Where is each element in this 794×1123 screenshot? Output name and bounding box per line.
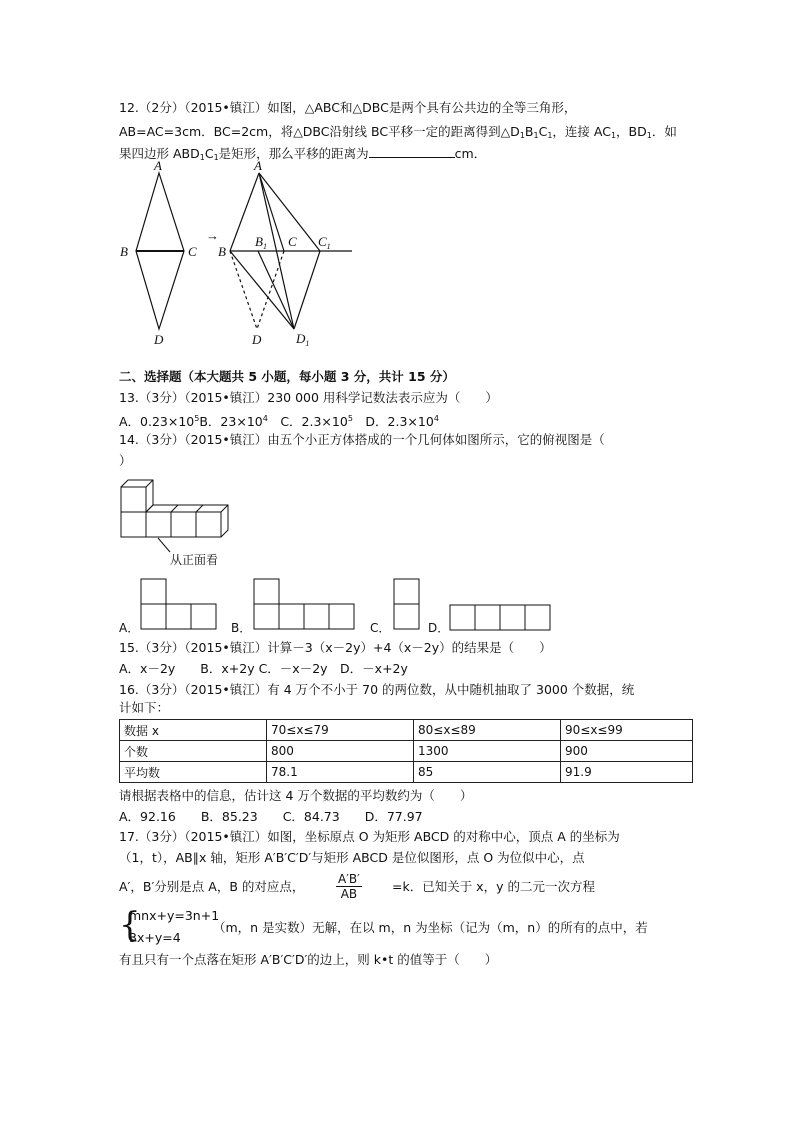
q14-solid-figure	[118, 476, 238, 568]
table-row	[120, 741, 693, 762]
label-b-left: B	[120, 244, 128, 259]
label-c-left: C	[188, 244, 197, 259]
equation-1: mnx+y=3n+1	[129, 908, 220, 923]
label-c: C	[288, 234, 297, 249]
q16-options: A．92.16 B．85.23 C．84.73 D．77.97	[119, 809, 423, 824]
q16-table	[119, 719, 693, 783]
arrow-icon: →	[206, 228, 219, 243]
table-cell: 个数	[120, 741, 267, 762]
q12-line3: 果四边形 $ABD_1C_1$是矩形，那么平移的距离为 cm．	[119, 146, 487, 162]
table-cell: 800	[267, 741, 414, 762]
label-a-left: A	[154, 158, 162, 173]
q16-stem-1: 16.（3分）（2015•镇江）有 4 万个不小于 70 的两位数，从中随机抽取了 3000 个数据，统	[119, 682, 635, 697]
segment-bd1	[230, 251, 294, 329]
section-title: 二、选择题（本大题共 5 小题，每小题 3 分，共计 15 分）	[119, 369, 455, 384]
q13-stem: 13.（3分）（2015•镇江）230 000 用科学记数法表示应为（ ）	[119, 390, 498, 405]
table-row	[120, 762, 693, 783]
q17-line3b: =k．已知关于 x，y 的二元一次方程	[392, 879, 595, 894]
table-cell: 85	[414, 762, 561, 783]
table-cell: 91.9	[561, 762, 693, 783]
label-d-left: D	[154, 332, 164, 347]
q14-option-c-label[interactable]: C．	[370, 621, 391, 635]
q17-line1: 17.（3分）（2015•镇江）如图，坐标原点 O 为矩形 ABCD 的对称中心，顶点 A 的坐标为	[119, 829, 620, 844]
fraction	[336, 872, 362, 901]
q14-option-a-label[interactable]: A．	[119, 621, 140, 635]
q17-line2: （1，t），AB∥x 轴，矩形 A′B′C′D′与矩形 ABCD 是位似图形，点 O 为位似中心，点	[119, 850, 585, 865]
q14-option-d[interactable]	[449, 604, 553, 632]
q16-after: 请根据表格中的信息，估计这 4 万个数据的平均数约为（ ）	[119, 788, 473, 803]
table-cell: 90≤x≤99	[561, 720, 693, 741]
view-label: 从正面看	[170, 553, 219, 567]
table-header-row	[120, 720, 693, 741]
q16-stem-2: 计如下：	[119, 700, 170, 715]
q14-option-a[interactable]	[140, 578, 220, 632]
q12-line2: AB=AC=3cm．BC=2cm，将△DBC沿射线 BC平移一定的距离得到$\triangle D_1B_1C_1$，连接 $AC_1$，$BD_1$．如	[119, 124, 677, 140]
q17-line4: （m，n 是实数）无解，在以 m，n 为坐标（记为（m，n）的所有的点中，若	[213, 920, 648, 935]
q12-line1: 12.（2分）（2015•镇江）如图，△ABC和△DBC是两个具有公共边的全等三角形，	[119, 100, 577, 115]
dashed-bd	[230, 251, 257, 329]
answer-blank[interactable]	[369, 145, 455, 158]
table-cell: 1300	[414, 741, 561, 762]
label-d: D	[252, 332, 262, 347]
q17-line3a: A′，B′分别是点 A，B 的对应点，	[119, 879, 305, 894]
q14-option-d-label[interactable]: D．	[428, 621, 450, 635]
table-cell: 78.1	[267, 762, 414, 783]
brace-icon: {	[119, 905, 141, 945]
fraction-numerator: A′B′	[338, 872, 360, 886]
table-cell: 80≤x≤89	[414, 720, 561, 741]
label-c1: $C_1$	[318, 234, 331, 251]
segment-c1d1	[294, 251, 320, 329]
table-cell: 70≤x≤79	[267, 720, 414, 741]
q12-figure	[112, 156, 362, 348]
fraction-denominator: AB	[340, 887, 358, 901]
label-d1: $D_1$	[296, 331, 310, 348]
q13-options: A．$0.23\times 10^5B$．$23\times 10^4$ C．$2.3\times 10^5$ D．$2.3\times 10^4$	[119, 414, 439, 429]
q15-stem: 15.（3分）（2015•镇江）计算－3（x－2y）+4（x－2y）的结果是（ ）	[119, 640, 552, 655]
q14-option-b-label[interactable]: B．	[231, 621, 252, 635]
q14-option-c[interactable]	[393, 578, 423, 632]
dashed-cd	[257, 251, 284, 329]
equation-2: 3x+y=4	[129, 930, 181, 945]
q15-options: A．x－2y B．x+2y C．－x－2y D．－x+2y	[119, 661, 408, 676]
label-a-right: A	[254, 158, 262, 173]
table-cell: 平均数	[120, 762, 267, 783]
q14-stem: 14.（3分）（2015•镇江）由五个小正方体搭成的一个几何体如图所示，它的俯视图是（	[119, 432, 605, 447]
label-b-right: B	[218, 244, 226, 259]
q17-line5: 有且只有一个点落在矩形 A′B′C′D′的边上，则 k•t 的值等于（ ）	[119, 952, 498, 967]
segment-b1d1	[258, 251, 294, 329]
q14-option-b[interactable]	[253, 578, 357, 632]
label-b1: $B_1$	[255, 234, 267, 251]
table-cell: 900	[561, 741, 693, 762]
table-cell: 数据 x	[120, 720, 267, 741]
q14-stem-close: ）	[119, 453, 132, 468]
